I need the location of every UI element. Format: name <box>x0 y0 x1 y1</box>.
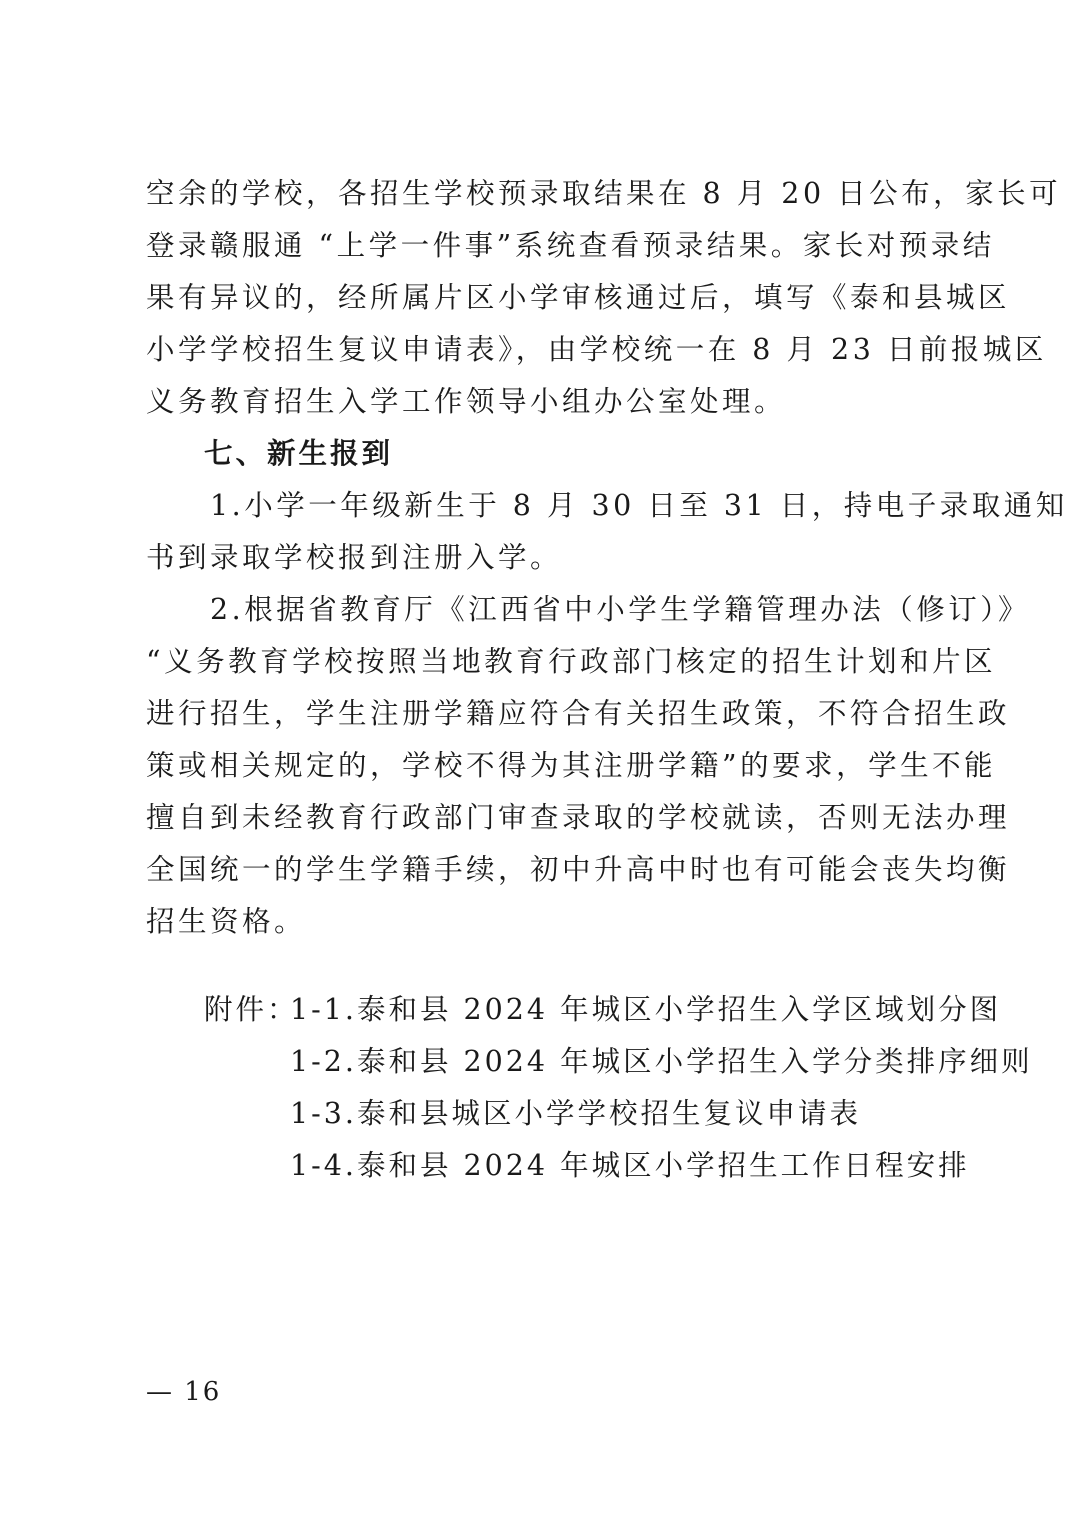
attachment-title: 1-1.泰和县 2024 年城区小学招生入学区域划分图 <box>290 993 1002 1026</box>
section-heading-registration: 七、新生报到 <box>204 437 394 470</box>
text-line: 全国统一的学生学籍手续，初中升高中时也有可能会丧失均衡 <box>146 853 1011 886</box>
attachments-list <box>204 984 1033 1192</box>
text-line: 策或相关规定的，学校不得为其注册学籍”的要求，学生不能 <box>146 749 997 782</box>
text-line: 小学学校招生复议申请表》，由学校统一在 8 月 23 日前报城区 <box>146 333 1047 366</box>
text-line: 1.小学一年级新生于 8 月 30 日至 31 日，持电子录取通知 <box>146 489 1068 522</box>
attachment-title: 1-3.泰和县城区小学学校招生复议申请表 <box>290 1097 861 1130</box>
paragraph-registration-dates <box>146 480 1068 584</box>
text-line: 进行招生，学生注册学籍应符合有关招生政策，不符合招生政 <box>146 697 1011 730</box>
text-line: 空余的学校，各招生学校预录取结果在 8 月 20 日公布，家长可 <box>146 177 1062 210</box>
text-line: 登录赣服通 “上学一件事”系统查看预录结果。家长对预录结 <box>146 229 995 262</box>
text-line: 2.根据省教育厅《江西省中小学生学籍管理办法（修订）》 <box>146 593 1030 626</box>
page-number: — 16 <box>146 1377 222 1407</box>
text-line: 义务教育招生入学工作领导小组办公室处理。 <box>146 385 787 418</box>
attachment-item <box>204 1036 1033 1088</box>
paragraph-student-records <box>146 584 1030 948</box>
attachments-label: 附件： <box>204 993 299 1026</box>
attachment-title: 1-2.泰和县 2024 年城区小学招生入学分类排序细则 <box>290 1045 1033 1078</box>
attachment-title: 1-4.泰和县 2024 年城区小学招生工作日程安排 <box>290 1149 970 1182</box>
body-text <box>146 168 1068 948</box>
text-line: 招生资格。 <box>146 905 307 938</box>
text-line: “义务教育学校按照当地教育行政部门核定的招生计划和片区 <box>146 645 997 678</box>
text-line: 擅自到未经教育行政部门审查录取的学校就读，否则无法办理 <box>146 801 1011 834</box>
attachment-item <box>204 984 1002 1036</box>
attachment-item <box>204 1088 944 1140</box>
paragraph-admission-results <box>146 168 1062 428</box>
attachment-item <box>204 1140 970 1192</box>
text-line: 书到录取学校报到注册入学。 <box>146 541 563 574</box>
text-line: 果有异议的，经所属片区小学审核通过后，填写《泰和县城区 <box>146 281 1011 314</box>
